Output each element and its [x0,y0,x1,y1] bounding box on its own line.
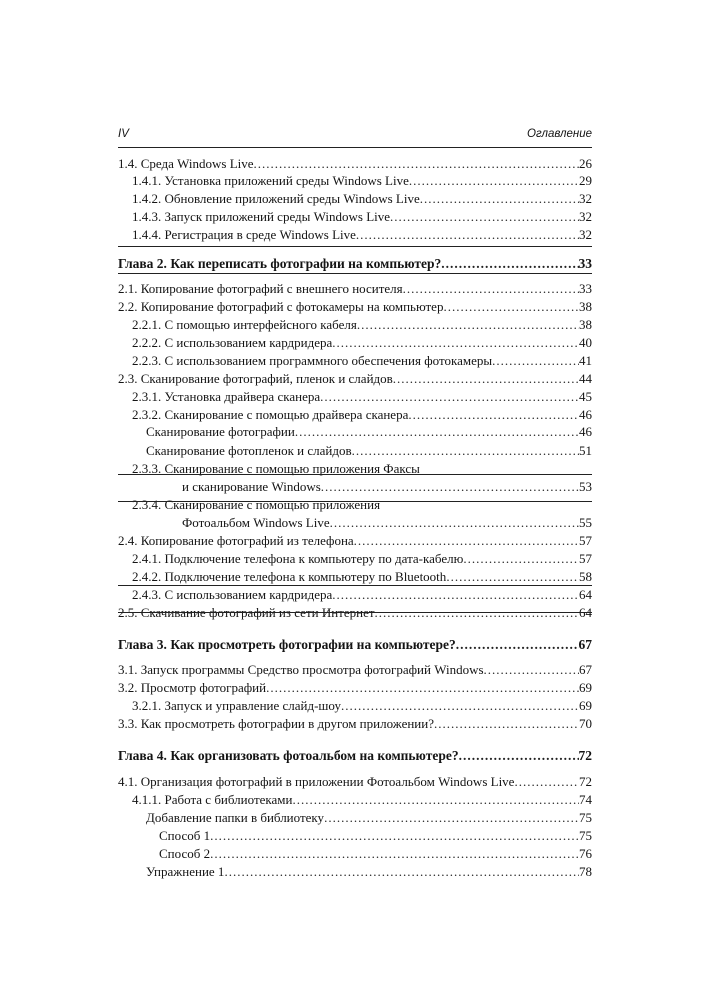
toc-entry-page: 57 [579,551,592,566]
toc-entry-title: Копирование фотографий с фотокамеры на компьютер [140,299,444,314]
toc-entry-title: Сканирование с помощью драйвера сканера [164,407,409,422]
toc-entry [118,846,592,862]
toc-entry-title: Сканирование с помощью приложения [164,497,381,512]
dot-leader [320,389,579,405]
toc-entry-number: 4.1. [118,774,138,789]
dot-leader [456,637,579,653]
toc-entry-page: 32 [579,191,592,206]
toc-entry-page: 69 [579,680,592,695]
dot-leader [266,680,579,696]
dot-leader [332,335,579,351]
toc-entry [118,227,592,243]
toc-entry-page: 67 [578,637,592,652]
dot-leader [403,281,579,297]
dot-leader [330,515,579,531]
toc-chapter-entry [118,637,592,653]
toc-entry-title: Запуск приложений среды Windows Live [164,209,391,224]
dot-leader [420,191,579,207]
toc-entry-number: Глава 4. [118,748,167,763]
toc-entry [118,605,592,621]
toc-entry [118,774,592,790]
toc-entry-page: 33 [578,256,592,271]
toc-entry-title: Установка драйвера сканера [164,389,321,404]
dot-leader [292,792,579,808]
toc-entry-number: 3.3. [118,716,138,731]
dot-leader [463,551,579,567]
toc-entry [118,281,592,297]
toc-entry-title: Фотоальбом Windows Live [182,515,330,530]
dot-leader [484,662,579,678]
chapter-rule [118,585,592,586]
toc-entry [118,515,592,531]
toc-entry [118,828,592,844]
toc-entry-number: 2.3.4. [132,497,162,512]
toc-entry [118,353,592,369]
toc-entry [118,533,592,549]
chapter-rule [118,246,592,247]
dot-leader [409,173,579,189]
toc-entry-page: 64 [579,587,592,602]
toc-entry-page: 72 [579,774,592,789]
toc-entry-title: Организация фотографий в приложении Фотоальбом Windows Live [140,774,515,789]
toc-entry-title: Подключение телефона к компьютеру по дата-кабелю [164,551,464,566]
toc-entry-number: 3.2. [118,680,138,695]
toc-entry-page: 78 [579,864,592,879]
toc-entry [118,299,592,315]
toc-entry [118,698,592,714]
toc-entry-number: 2.2.2. [132,335,162,350]
toc-entry [118,317,592,333]
toc-entry-page: 57 [579,533,592,548]
toc-entry-number: 4.1.1. [132,792,162,807]
dot-leader [210,846,579,862]
toc-entry-number: 1.4.3. [132,209,162,224]
toc-entry [118,662,592,678]
toc-entry-number: Глава 3. [118,637,167,652]
dot-leader [390,209,579,225]
toc-entry-page: 53 [579,479,592,494]
toc-entry-title: Сканирование фотопленок и слайдов [146,443,352,458]
dot-leader [356,227,579,243]
toc-entry-title: Работа с библиотеками [164,792,293,807]
toc-entry-number: 1.4.4. [132,227,162,242]
toc-entry-title: Запуск и управление слайд-шоу [164,698,341,713]
toc-entry-page: 33 [579,281,592,296]
toc-entry-number: 2.3.3. [132,461,162,476]
dot-leader [443,299,579,315]
toc-chapter-entry [118,256,592,272]
toc-entry-number: 2.4. [118,533,138,548]
toc-entry-page: 67 [579,662,592,677]
header-rule [118,147,592,148]
toc-entry-title: Как просмотреть фотографии на компьютере? [170,637,456,652]
header-page-number: IV [118,128,129,140]
toc-entry-number: 2.3. [118,371,138,386]
toc-entry [118,479,592,495]
toc-entry-page: 46 [579,424,592,439]
dot-leader [341,698,579,714]
toc-entry-title: Упражнение 1 [146,864,225,879]
toc-entry-number: 2.5. [118,605,138,620]
toc-entry-title: С использованием кардридера [164,587,333,602]
toc-entry-page: 69 [579,698,592,713]
toc-entry-title: Способ 1 [159,828,211,843]
toc-entry [118,191,592,207]
chapter-rule [118,474,592,475]
toc-entry-page: 64 [579,605,592,620]
toc-entry-title: Просмотр фотографий [140,680,267,695]
dot-leader [321,479,579,495]
toc-entry-title: Запуск программы Средство просмотра фотографий Windows [140,662,484,677]
toc-entry-title: Копирование фотографий из телефона [140,533,354,548]
toc-entry [118,810,592,826]
dot-leader [354,533,579,549]
chapter-rule [118,612,592,613]
toc-entry-title: С использованием кардридера [164,335,333,350]
toc-entry-page: 72 [578,748,592,763]
toc-entry [118,173,592,189]
toc-entry-page: 40 [579,335,592,350]
toc-entry [118,407,592,423]
toc-entry-page: 38 [579,299,592,314]
toc-entry-page: 45 [579,389,592,404]
toc-entry-page: 70 [579,716,592,731]
toc-entry [118,716,592,732]
chapter-rule [118,273,592,274]
toc-entry-number: 1.4. [118,156,138,171]
chapter-rule [118,501,592,502]
toc-entry-number: 2.1. [118,281,138,296]
toc-entry-page: 32 [579,227,592,242]
toc-entry-page: 38 [579,317,592,332]
toc-entry-number: 2.3.1. [132,389,162,404]
toc-entry-title: Среда Windows Live [140,156,254,171]
toc-entry-page: 58 [579,569,592,584]
dot-leader [441,256,578,272]
toc-entry-number: 3.1. [118,662,138,677]
toc-entry [118,156,592,172]
toc-entry [118,424,592,440]
dot-leader [393,371,579,387]
toc-entry-number: Глава 2. [118,256,167,271]
dot-leader [224,864,579,880]
dot-leader [324,810,579,826]
toc-entry-page: 46 [579,407,592,422]
toc-entry-page: 51 [579,443,592,458]
toc-entry [118,587,592,603]
dot-leader [492,353,579,369]
toc-entry-page: 76 [579,846,592,861]
toc-entry [118,680,592,696]
dot-leader [352,443,579,459]
toc-entry-title: Сканирование фотографий, пленок и слайдов [140,371,393,386]
toc-chapter-entry [118,748,592,764]
toc-entry [118,209,592,225]
dot-leader [408,407,579,423]
toc-entry-title: Копирование фотографий с внешнего носителя [140,281,403,296]
toc-entry-number: 2.2. [118,299,138,314]
toc-entry-number: 2.4.2. [132,569,162,584]
toc-entry-title: Сканирование с помощью приложения Факсы [164,461,420,476]
dot-leader [357,317,579,333]
toc-entry [118,497,592,513]
toc-entry-number: 2.4.3. [132,587,162,602]
toc-entry [118,569,592,585]
toc-entry-number: 2.2.3. [132,353,162,368]
toc-entry-title: Добавление папки в библиотеку [146,810,325,825]
toc-entry-title: С использованием программного обеспечения фотокамеры [164,353,493,368]
toc-entry-title: Способ 2 [159,846,211,861]
toc-entry [118,551,592,567]
toc-entry [118,443,592,459]
toc-entry-page: 55 [579,515,592,530]
dot-leader [210,828,579,844]
toc-entry-page: 74 [579,792,592,807]
toc-entry [118,371,592,387]
dot-leader [254,156,579,172]
toc-entry [118,864,592,880]
toc-entry-number: 1.4.1. [132,173,162,188]
dot-leader [514,774,579,790]
dot-leader [295,424,579,440]
toc-entry-title: Регистрация в среде Windows Live [164,227,356,242]
toc-entry-title: Подключение телефона к компьютеру по Bluetooth [164,569,447,584]
dot-leader [375,605,579,621]
toc-entry-title: Как переписать фотографии на компьютер? [170,256,442,271]
toc-entry-page: 44 [579,371,592,386]
toc-entry-title: Скачивание фотографий из сети Интернет [140,605,375,620]
toc-entry-title: Обновление приложений среды Windows Live [164,191,420,206]
toc-entry-title: С помощью интерфейсного кабеля [164,317,357,332]
toc-entry-title: Как организовать фотоальбом на компьютере? [170,748,459,763]
toc-entry-page: 26 [579,156,592,171]
toc-entry [118,335,592,351]
dot-leader [459,748,579,764]
toc-entry-title: Сканирование фотографии [146,424,295,439]
dot-leader [332,587,579,603]
toc-entry-title: и сканирование Windows [182,479,321,494]
toc-entry-page: 75 [579,828,592,843]
toc-entry [118,792,592,808]
toc-entry-number: 3.2.1. [132,698,162,713]
running-header [118,128,592,145]
dot-leader [446,569,579,585]
toc-entry-title: Как просмотреть фотографии в другом приложении? [140,716,434,731]
toc-entry-page: 32 [579,209,592,224]
toc-entry-number: 2.3.2. [132,407,162,422]
header-section-title: Оглавление [527,128,592,140]
toc-entry-number: 2.2.1. [132,317,162,332]
toc-entry-page: 29 [579,173,592,188]
toc-entry-number: 2.4.1. [132,551,162,566]
toc-entry-title: Установка приложений среды Windows Live [164,173,409,188]
toc-entry-page: 75 [579,810,592,825]
toc-entry-number: 1.4.2. [132,191,162,206]
toc-entry [118,389,592,405]
dot-leader [434,716,579,732]
toc-entry-page: 41 [579,353,592,368]
